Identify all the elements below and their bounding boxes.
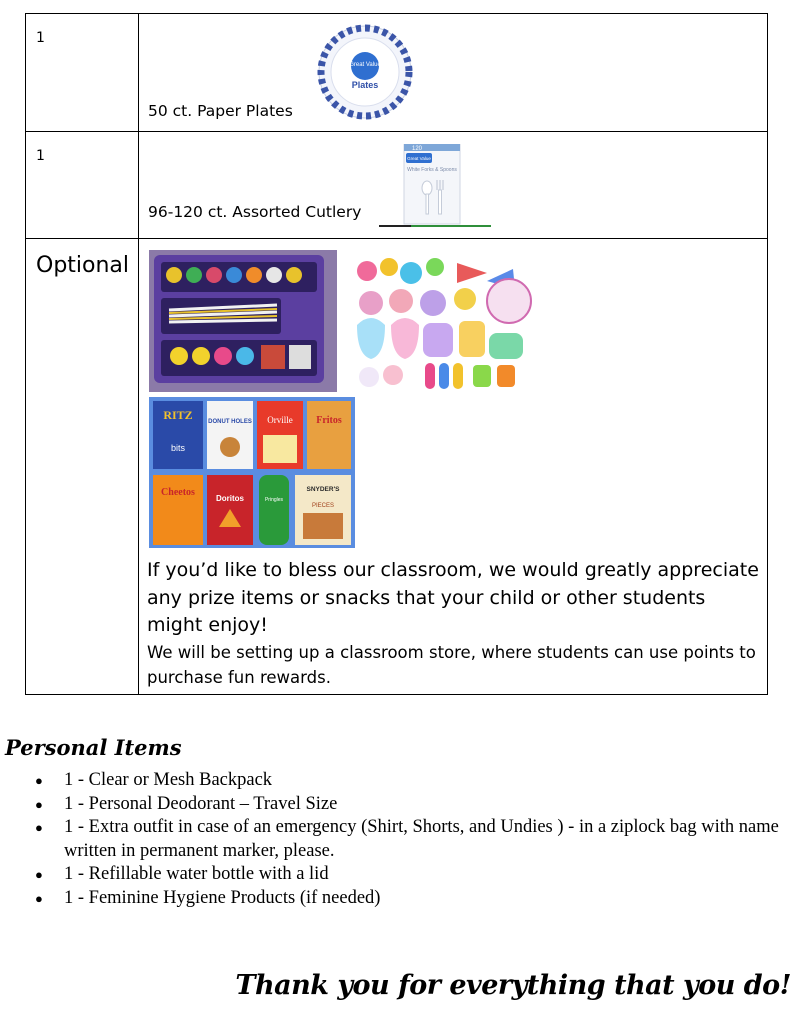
qty-value: 1: [36, 30, 45, 46]
item-cell: [139, 132, 768, 239]
qty-cell: [26, 239, 139, 695]
personal-items-title: Personal Items: [5, 735, 182, 760]
item-cell: [139, 14, 768, 132]
optional-label: Optional: [36, 253, 130, 278]
snack-label: Pringles: [264, 497, 284, 503]
qty-cell: [26, 14, 139, 132]
optional-sub-text: We will be setting up a classroom store, where students can use points to purchase fun rewards.: [147, 642, 756, 687]
list-item: ● 1 - Feminine Hygiene Products (if needed): [35, 887, 795, 911]
table-row: [26, 132, 768, 239]
snack-label: RITZ: [163, 408, 193, 422]
cutlery-box-image: [379, 144, 491, 228]
snack-label: Fritos: [316, 415, 342, 426]
snack-label: Orville: [267, 415, 293, 425]
supply-table: [25, 13, 768, 695]
snack-label: bits: [170, 443, 186, 453]
snacks-image: [149, 397, 355, 548]
snack-label: SNYDER'S: [306, 486, 340, 493]
closing-message: Thank you for everything that you do!: [235, 970, 791, 1001]
snack-label: Doritos: [216, 494, 244, 503]
prize-toys-image: [347, 253, 535, 395]
item-label: 50 ct. Paper Plates: [148, 102, 293, 120]
list-item: ● 1 - Refillable water bottle with a lid: [35, 863, 795, 887]
list-item: ● 1 - Extra outfit in case of an emergency (Shirt, Shorts, and Undies ) - in a ziplock bag with name written in permanent marker, please.: [35, 816, 795, 863]
qty-value: 1: [36, 148, 45, 164]
table-row: [26, 14, 768, 132]
optional-main-text: If you’d like to bless our classroom, we would greatly appreciate any prize items or snacks that your child or other students might enjoy!: [147, 559, 759, 636]
paper-plates-image: [317, 24, 413, 120]
box-count: 120: [412, 146, 423, 152]
personal-items-list: [35, 769, 795, 910]
optional-note: [147, 557, 761, 691]
plate-brand: Great Value: [349, 62, 381, 68]
list-item: ● 1 - Clear or Mesh Backpack: [35, 769, 795, 793]
plate-name: Plates: [351, 80, 379, 90]
table-row: [26, 239, 768, 695]
snack-label: PIECES: [311, 503, 335, 509]
box-name: White Forks & Spoons: [407, 167, 457, 173]
list-item: ● 1 - Personal Deodorant – Travel Size: [35, 793, 795, 817]
snack-label: DONUT HOLES: [208, 419, 252, 425]
box-brand: Great Value: [407, 156, 431, 161]
snack-label: Cheetos: [161, 487, 195, 498]
prize-supplies-image: [149, 250, 337, 392]
qty-cell: [26, 132, 139, 239]
item-label: 96-120 ct. Assorted Cutlery: [148, 203, 362, 221]
optional-cell: [139, 239, 768, 695]
